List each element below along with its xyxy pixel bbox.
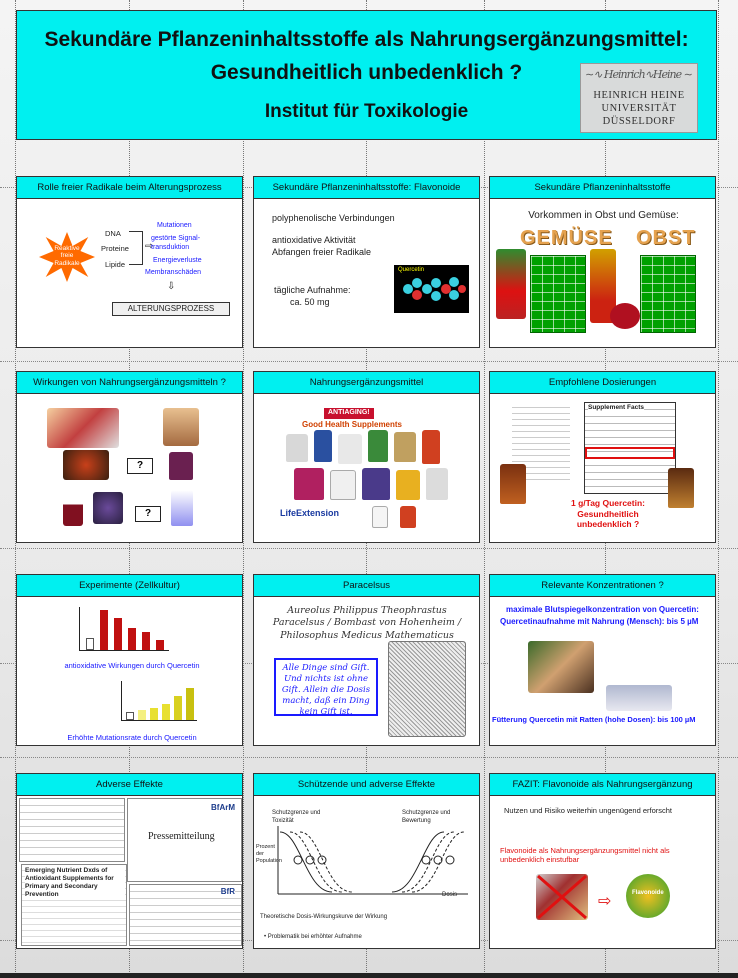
vegetables-label: GEMÜSE — [520, 227, 613, 249]
x-axis-label: Dosis — [442, 892, 458, 898]
text-line: polyphenolische Verbindungen — [272, 213, 395, 223]
supplement-bottle — [338, 434, 362, 464]
chart-bar — [186, 688, 194, 720]
molecule-image — [394, 265, 469, 313]
conclusion-text: Nutzen und Risiko weiterhin ungenügend erforscht — [504, 806, 673, 815]
chart-bar — [114, 618, 122, 650]
dosage-highlight-text: 1 g/Tag Quercetin: Gesundheitlich unbedenklich ? — [571, 498, 645, 530]
bar-chart-antioxidative — [79, 607, 169, 651]
supplement-bottle — [394, 432, 416, 462]
magazine-collage-image — [47, 408, 119, 448]
paracelsus-quote: Alle Dinge sind Gift. Und nichts ist ohne Gift. Allein die Dosis macht, daß ein Ding kein Gift ist. — [274, 658, 378, 716]
supplement-bottle — [372, 506, 388, 528]
panel-title: Experimente (Zellkultur) — [17, 575, 242, 597]
facts-title: Supplement Facts — [588, 404, 644, 411]
chart-bar — [162, 704, 170, 720]
effect-1: Mutationen — [157, 222, 192, 229]
text-line: antioxidative Aktivität — [272, 235, 356, 245]
press-release-heading: Pressemitteilung — [148, 831, 215, 842]
chart-caption-2: Erhöhte Mutationsrate durch Quercetin — [67, 733, 197, 742]
poster-header — [16, 10, 717, 140]
panel-title: Empfohlene Dosierungen — [490, 372, 715, 394]
supplement-bottle — [400, 506, 416, 528]
supplement-bottle — [668, 468, 694, 508]
panel-protective-adverse — [253, 773, 480, 949]
text-line: tägliche Aufnahme: — [274, 285, 351, 295]
cross-out-icon — [536, 874, 588, 920]
supplement-bottle — [500, 464, 526, 504]
person-image — [163, 408, 199, 446]
signature-icon: ∼∿ Heinrich∿Heine ∼ — [585, 68, 692, 81]
grid-line — [0, 548, 738, 549]
panel-paracelsus — [253, 574, 480, 746]
news-article-image — [19, 798, 125, 862]
target-proteins: Proteine — [101, 244, 129, 253]
supplement-bottle — [169, 452, 193, 480]
fruits-vegetables-badge — [626, 874, 670, 918]
panel-conclusion — [489, 773, 716, 949]
effect-2: gestörte Signal-transduktion — [151, 235, 201, 251]
panel-title: Paracelsus — [254, 575, 479, 597]
chart-bar — [128, 628, 136, 650]
uni-name-2: UNIVERSITÄT — [601, 103, 677, 114]
fruit-photo — [63, 450, 109, 480]
effect-3: Energieverluste — [153, 257, 202, 264]
panel-cell-culture — [16, 574, 243, 746]
text-line: ca. 50 mg — [290, 297, 330, 307]
supplement-facts-box — [584, 402, 676, 494]
chart-bar — [100, 610, 108, 650]
panel-title: Sekundäre Pflanzeninhaltsstoffe: Flavonoide — [254, 177, 479, 199]
supplement-bottle — [396, 470, 420, 500]
wine-glass-image — [63, 490, 83, 526]
chart-footnote-2: • Problematik bei erhöhter Aufnahme — [264, 934, 362, 940]
study-title: Emerging Nutrient Dxds of Antioxidant Supplements for Primary and Secondary Prevention — [25, 867, 125, 900]
university-logo — [580, 63, 698, 133]
panel-concentrations — [489, 574, 716, 746]
fruits-table — [640, 255, 696, 333]
supplement-bottle — [368, 430, 388, 462]
berries-image — [610, 303, 640, 329]
supplement-bottle — [286, 434, 308, 462]
down-arrow-icon: ⇩ — [167, 281, 176, 292]
supplement-bottle — [294, 468, 324, 500]
chart-bar — [86, 638, 94, 650]
adam-eve-image — [528, 641, 594, 693]
chart-bar — [150, 708, 158, 720]
grapes-image — [93, 492, 123, 524]
grid-line — [484, 0, 485, 978]
panel-title: Sekundäre Pflanzeninhaltsstoffe — [490, 177, 715, 199]
life-extension-logo: LifeExtension — [280, 508, 340, 518]
panel-title: Adverse Effekte — [17, 774, 242, 796]
starburst-label: Reaktive freie Radikale — [54, 245, 80, 267]
panel-adverse-effects — [16, 773, 243, 949]
bar-chart-mutations — [121, 681, 197, 721]
bfr-document — [129, 884, 242, 946]
question-arrow — [127, 458, 153, 474]
panel-fruits-vegetables — [489, 176, 716, 348]
chart-caption-1: antioxidative Wirkungen durch Quercetin — [64, 661, 200, 670]
arrow-right-icon: ⇨ — [598, 893, 612, 910]
bracket-icon — [129, 231, 143, 265]
supplement-bottle — [362, 468, 390, 500]
panel-title: Rolle freier Radikale beim Alterungsprozess — [17, 177, 242, 199]
chart-bar — [142, 632, 150, 650]
paracelsus-portrait — [388, 641, 466, 737]
panel-title: Relevante Konzentrationen ? — [490, 575, 715, 597]
paracelsus-name: Aureolus Philippus Theophrastus Paracelsus / Bombast von Hohenheim / Philosophus Medicus Mathematicus — [272, 605, 462, 641]
arrow-icon: ⇨ — [145, 241, 154, 252]
grid-line — [0, 757, 738, 758]
grid-line — [243, 0, 244, 978]
chart-bar — [138, 710, 146, 720]
fruits-label: OBST — [636, 227, 696, 249]
vegetables-image — [496, 249, 526, 319]
molecule-label: Quercetin — [398, 267, 425, 273]
target-lipids: Lipide — [105, 260, 126, 269]
study-document — [21, 864, 127, 946]
aging-process-box: ALTERUNGSPROZESS — [112, 302, 230, 316]
max-concentration-text: maximale Blutspiegelkonzentration von Quercetin: — [506, 605, 699, 614]
vegetables-table — [530, 255, 586, 333]
rat-feeding-text: Fütterung Quercetin mit Ratten (hohe Dosen): bis 100 µM — [492, 715, 696, 724]
supplement-bottle — [426, 468, 448, 500]
poster-subtitle: Gesundheitlich unbedenklich ? — [210, 61, 523, 84]
uni-name-3: DÜSSELDORF — [602, 116, 676, 127]
supplement-bottle — [171, 490, 193, 526]
question-arrow — [135, 506, 161, 522]
bfr-logo: BfR — [220, 887, 235, 896]
dose-response-chart — [276, 824, 472, 898]
institute-name: Institut für Toxikologie — [264, 101, 469, 122]
panel-title: FAZIT: Flavonoide als Nahrungsergänzung — [490, 774, 715, 796]
chart-footnote: Theoretische Dosis-Wirkungskurve der Wirkung — [260, 914, 388, 920]
uni-name-1: HEINRICH HEINE — [593, 90, 685, 101]
poster-title: Sekundäre Pflanzeninhaltsstoffe als Nahrungsergänzungsmittel: — [44, 28, 689, 51]
right-curve-label: Schutzgrenze und Bewertung — [402, 810, 451, 824]
panel-supplements — [253, 371, 480, 543]
chart-bar — [126, 712, 134, 720]
panel-supplement-effects — [16, 371, 243, 543]
panel-title: Wirkungen von Nahrungsergänzungsmitteln ? — [17, 372, 242, 394]
grid-line — [0, 361, 738, 362]
highlight-box — [585, 447, 675, 459]
human-intake-text: Quercetinaufnahme mit Nahrung (Mensch): bis 5 µM — [500, 617, 699, 626]
arrow-label: ? — [136, 460, 144, 471]
grid-line — [718, 0, 719, 978]
text-line: Abfangen freier Radikale — [272, 247, 372, 257]
panel-subtitle: Vorkommen in Obst und Gemüse: — [528, 210, 679, 221]
panel-title: Nahrungsergänzungsmittel — [254, 372, 479, 394]
panel-dosages — [489, 371, 716, 543]
rat-image — [606, 685, 672, 711]
effect-4: Membranschäden — [145, 269, 202, 276]
chart-bar — [156, 640, 164, 650]
target-dna: DNA — [105, 229, 121, 238]
left-curve-label: Schutzgrenze und Toxizität — [272, 810, 321, 824]
conclusion-warning-text: Flavonoide als Nahrungsergänzungsmittel nicht als unbedenklich einstufbar — [500, 846, 670, 865]
panel-flavonoids — [253, 176, 480, 348]
arrow-label: ? — [144, 508, 152, 519]
chart-bar — [174, 696, 182, 720]
supplement-bottle — [314, 430, 332, 462]
bfarm-logo: BfArM — [211, 803, 235, 812]
panel-free-radicals — [16, 176, 243, 348]
badge-label: Flavonoide — [632, 890, 664, 896]
supplement-bottle — [422, 430, 440, 464]
supplement-bottle — [330, 470, 356, 500]
y-axis-label: Prozent der Population — [256, 844, 282, 864]
press-release-document — [127, 798, 242, 882]
supplements-text: Good Health Supplements — [302, 420, 403, 429]
window-bottom-border — [0, 973, 738, 978]
antiaging-banner: ANTIAGING! — [324, 408, 374, 419]
panel-title: Schützende und adverse Effekte — [254, 774, 479, 796]
